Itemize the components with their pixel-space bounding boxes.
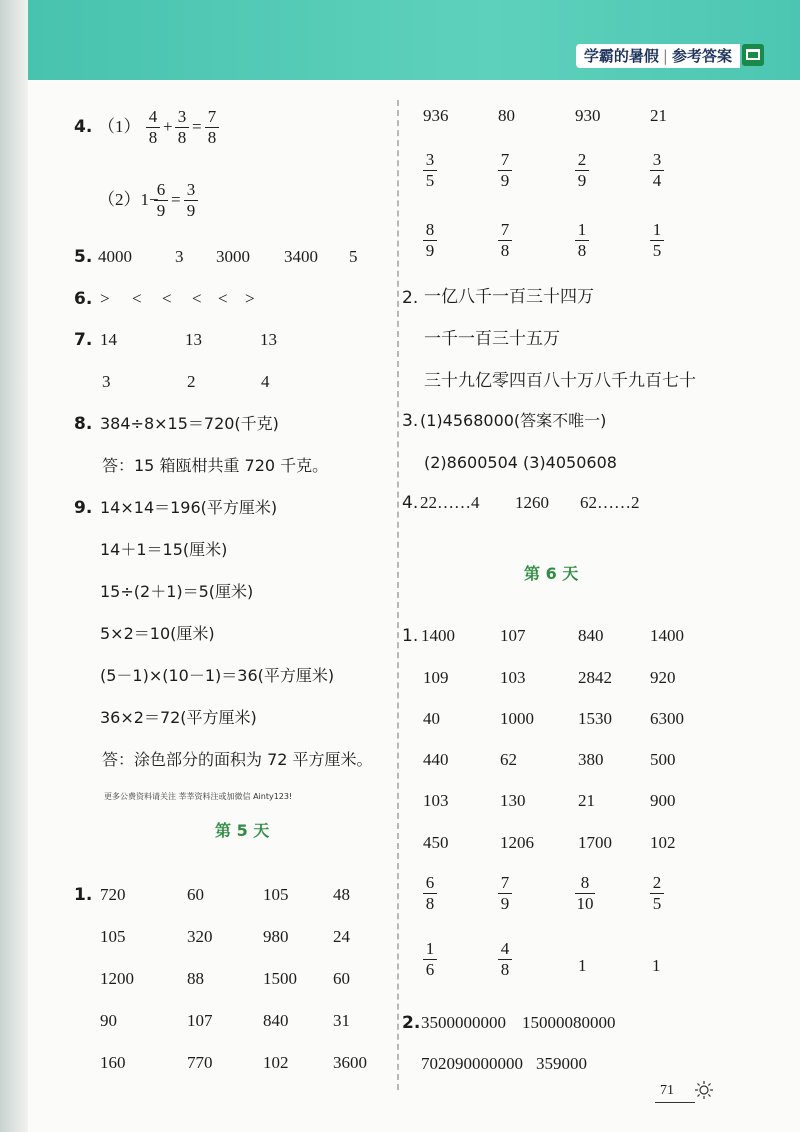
table-cell: 770 [187, 1053, 213, 1072]
fraction: 8 9 [423, 221, 437, 260]
q5-value: 3000 [216, 247, 250, 266]
q4-value: 1260 [515, 493, 549, 512]
q6-value: < [218, 289, 228, 308]
table-cell: 1206 [500, 833, 534, 852]
q2-value: 3500000000 [421, 1013, 506, 1032]
day6-q2-number: 2. [402, 1013, 421, 1033]
table-cell: 105 [263, 885, 289, 904]
table-cell: 6300 [650, 709, 684, 728]
book-title: 学霸的暑假 [583, 47, 659, 65]
table-cell: 1200 [100, 969, 134, 988]
page-number: 71 [660, 1083, 674, 1098]
table-cell: 1000 [500, 709, 534, 728]
q5-value: 5 [349, 247, 358, 266]
q4-part1-label: （1） [98, 117, 141, 136]
table-cell: 48 [333, 885, 350, 904]
table-cell: 21 [650, 106, 667, 125]
table-cell: 160 [100, 1053, 126, 1072]
fraction: 3 5 [423, 151, 437, 190]
q4-value: 22……4 [420, 493, 480, 512]
table-cell: 2842 [578, 668, 612, 687]
table-cell: 109 [423, 668, 449, 687]
table-cell: 1 [652, 956, 661, 975]
equals-sign: = [171, 190, 181, 209]
fraction: 7 9 [498, 874, 512, 913]
table-cell: 103 [423, 791, 449, 810]
q4-value: 62……2 [580, 493, 640, 512]
q8-answer: 答：15 箱瓯柑共重 720 千克。 [102, 456, 329, 475]
table-cell: 102 [650, 833, 676, 852]
q6-value: < [132, 289, 142, 308]
q7-value: 13 [185, 330, 202, 349]
table-cell: 24 [333, 927, 350, 946]
q8-line: 384÷8×15＝720(千克) [100, 414, 279, 433]
table-cell: 1 [578, 956, 587, 975]
table-cell: 1530 [578, 709, 612, 728]
watermark-text: 更多公费资料请关注 莘莘资料注或加微信 Ainty123! [104, 792, 293, 801]
q9-line: 14＋1＝15(厘米) [100, 540, 228, 559]
table-cell: 440 [423, 750, 449, 769]
plus-sign: + [163, 117, 173, 136]
table-cell: 1400 [650, 626, 684, 645]
fraction: 3 9 [184, 181, 198, 220]
fraction: 7 8 [205, 108, 219, 147]
q6-value: > [100, 289, 110, 308]
q9-line: 15÷(2＋1)＝5(厘米) [100, 582, 254, 601]
q2-value: 702090000000 [421, 1054, 523, 1073]
q4-number: 4. [402, 493, 419, 513]
table-cell: 920 [650, 668, 676, 687]
q7-value: 13 [260, 330, 277, 349]
fraction: 1 8 [575, 221, 589, 260]
table-cell: 900 [650, 791, 676, 810]
q3-line: (1)4568000(答案不唯一) [420, 411, 607, 430]
q2-line: 一千一百三十五万 [424, 329, 560, 349]
table-cell: 105 [100, 927, 126, 946]
fraction: 3 4 [650, 151, 664, 190]
header-label: 学霸的暑假 | 参考答案 [576, 44, 740, 68]
table-cell: 1400 [421, 626, 455, 645]
table-cell: 500 [650, 750, 676, 769]
day6-heading: 第 6 天 [524, 564, 579, 583]
fraction: 1 5 [650, 221, 664, 260]
table-cell: 380 [578, 750, 604, 769]
q7-number: 7. [74, 330, 93, 350]
fraction: 2 9 [575, 151, 589, 190]
table-cell: 60 [187, 885, 204, 904]
table-cell: 88 [187, 969, 204, 988]
q5-value: 4000 [98, 247, 132, 266]
q9-answer: 答：涂色部分的面积为 72 平方厘米。 [102, 750, 373, 769]
table-cell: 62 [500, 750, 517, 769]
q6-number: 6. [74, 289, 93, 309]
fraction: 2 5 [650, 874, 664, 913]
q4-part2-label: （2）1− [98, 190, 159, 209]
table-cell: 80 [498, 106, 515, 125]
table-cell: 1500 [263, 969, 297, 988]
day6-q1-number: 1. [402, 626, 419, 646]
q2-number: 2. [402, 288, 419, 308]
table-cell: 840 [263, 1011, 289, 1030]
fraction: 4 8 [146, 108, 160, 147]
q8-number: 8. [74, 414, 93, 434]
q7-value: 14 [100, 330, 117, 349]
q5-value: 3400 [284, 247, 318, 266]
q9-line: (5－1)×(10－1)＝36(平方厘米) [100, 666, 335, 685]
table-cell: 3600 [333, 1053, 367, 1072]
q7-value: 3 [102, 372, 111, 391]
table-cell: 130 [500, 791, 526, 810]
column-divider [397, 100, 399, 1090]
table-cell: 720 [100, 885, 126, 904]
fraction: 3 8 [175, 108, 189, 147]
header-banner [28, 0, 800, 80]
q9-line: 14×14＝196(平方厘米) [100, 498, 278, 517]
fraction: 1 6 [423, 940, 437, 979]
q2-value: 359000 [536, 1054, 587, 1073]
table-cell: 1700 [578, 833, 612, 852]
q2-value: 15000080000 [522, 1013, 616, 1032]
section-title: 参考答案 [671, 47, 732, 65]
fraction: 6 9 [154, 181, 168, 220]
q5-number: 5. [74, 247, 93, 267]
table-cell: 107 [187, 1011, 213, 1030]
page-number-underline [655, 1102, 695, 1103]
sun-icon [694, 1080, 714, 1100]
table-cell: 930 [575, 106, 601, 125]
table-cell: 40 [423, 709, 440, 728]
q6-value: < [192, 289, 202, 308]
table-cell: 90 [100, 1011, 117, 1030]
table-cell: 107 [500, 626, 526, 645]
equals-sign: = [192, 117, 202, 136]
q2-line: 一亿八千一百三十四万 [424, 287, 594, 307]
table-cell: 320 [187, 927, 213, 946]
table-cell: 840 [578, 626, 604, 645]
fraction: 4 8 [498, 940, 512, 979]
fraction: 8 10 [576, 873, 594, 913]
table-cell: 60 [333, 969, 350, 988]
page-gutter [0, 0, 28, 1132]
day5-heading: 第 5 天 [215, 821, 270, 840]
fraction: 6 8 [423, 874, 437, 913]
table-cell: 936 [423, 106, 449, 125]
table-cell: 21 [578, 791, 595, 810]
table-cell: 980 [263, 927, 289, 946]
q3-line: (2)8600504 (3)4050608 [424, 453, 617, 472]
day5-q1-number: 1. [74, 885, 93, 905]
q2-line: 三十九亿零四百八十万八千九百七十 [424, 371, 696, 391]
q6-value: < [162, 289, 172, 308]
fraction: 7 9 [498, 151, 512, 190]
table-cell: 31 [333, 1011, 350, 1030]
table-cell: 102 [263, 1053, 289, 1072]
q3-number: 3. [402, 411, 419, 431]
q7-value: 4 [261, 372, 270, 391]
q9-line: 36×2＝72(平方厘米) [100, 708, 257, 727]
q4-number: 4. [74, 117, 93, 137]
q6-value: > [245, 289, 255, 308]
q9-line: 5×2＝10(厘米) [100, 624, 215, 643]
q7-value: 2 [187, 372, 196, 391]
q5-value: 3 [175, 247, 184, 266]
table-cell: 103 [500, 668, 526, 687]
table-cell: 450 [423, 833, 449, 852]
fraction: 7 8 [498, 221, 512, 260]
q9-number: 9. [74, 498, 93, 518]
book-icon [742, 44, 764, 66]
